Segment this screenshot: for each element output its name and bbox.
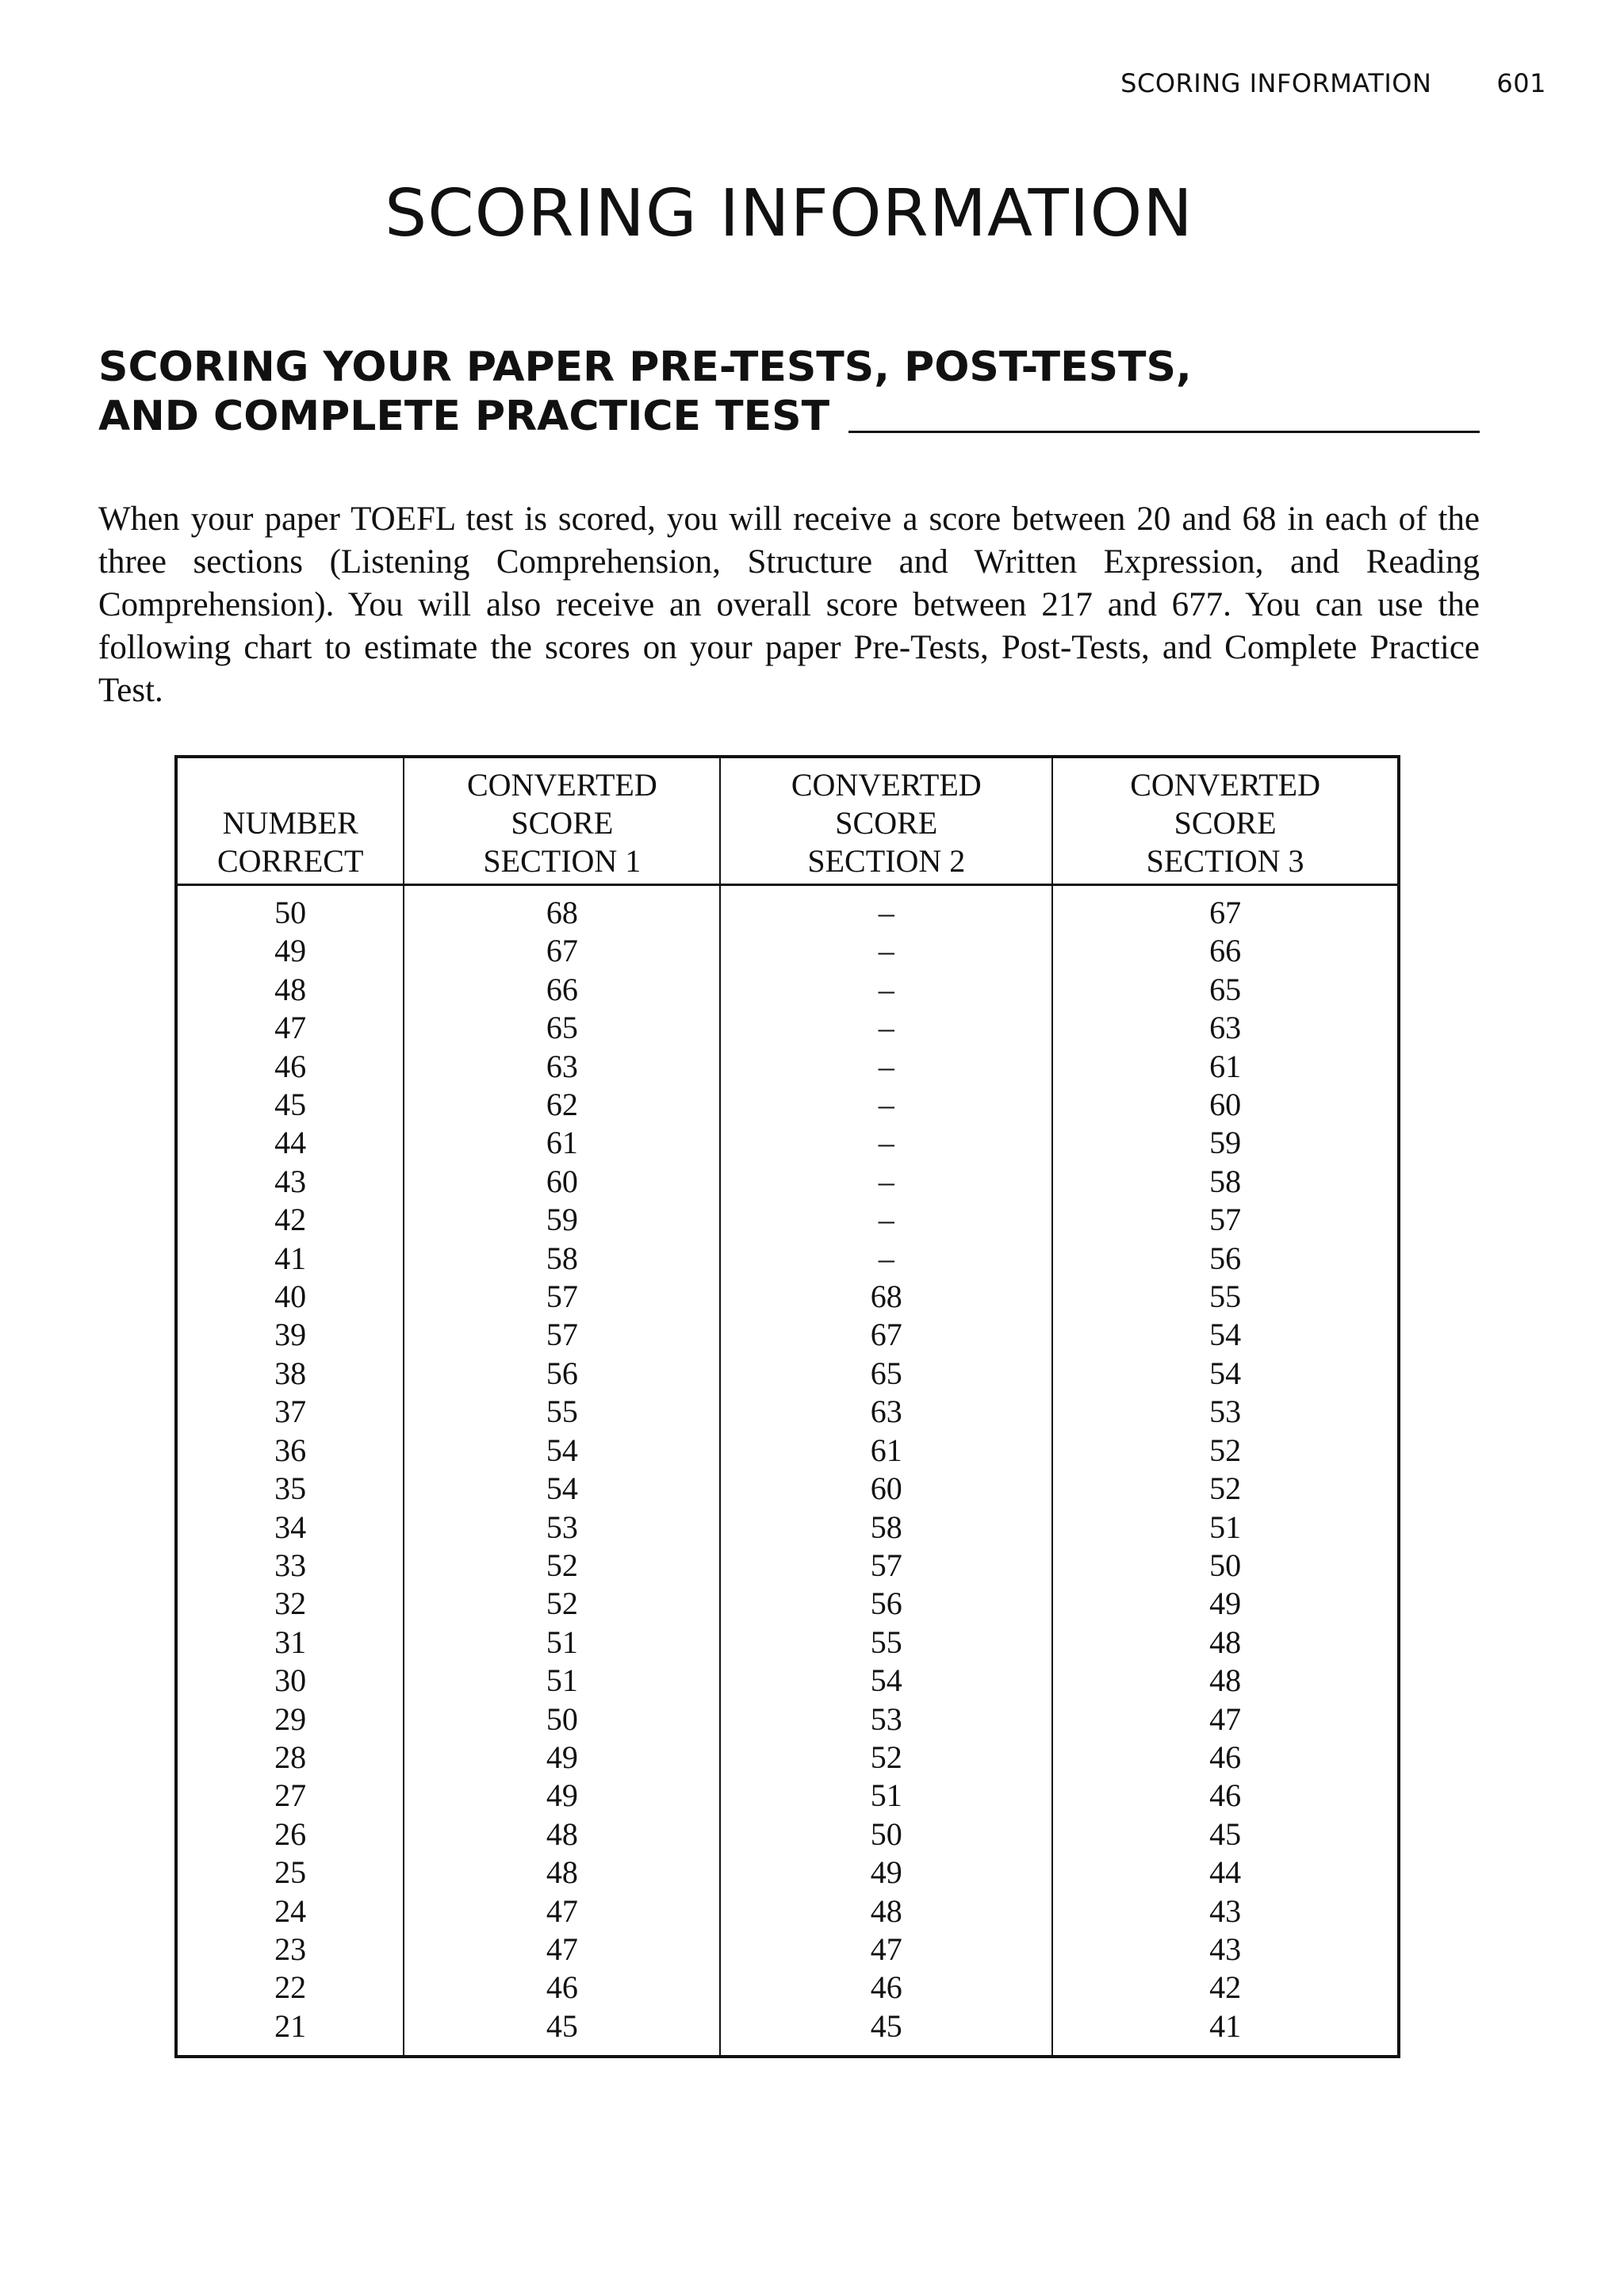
table-cell-section-2: 55 <box>720 1624 1052 1662</box>
table-cell-section-1: 63 <box>404 1048 720 1086</box>
table-row <box>176 1892 1399 1931</box>
table-cell-section-3: 67 <box>1052 885 1399 933</box>
table-row <box>176 1201 1399 1239</box>
table-cell-section-3: 49 <box>1052 1585 1399 1623</box>
table-row <box>176 1739 1399 1777</box>
table-cell-number-correct: 39 <box>274 1317 307 1353</box>
table-cell-section-2: – <box>720 1048 1052 1086</box>
table-row <box>176 1124 1399 1162</box>
table-row <box>176 1278 1399 1316</box>
score-conversion-table <box>174 755 1400 2058</box>
table-cell-number-correct: 28 <box>274 1739 307 1775</box>
table-row <box>176 1048 1399 1086</box>
table-cell-section-2: 61 <box>720 1432 1052 1470</box>
table-cell-section-3: 51 <box>1052 1509 1399 1547</box>
table-cell-section-1: 57 <box>404 1278 720 1316</box>
running-head <box>1120 68 1546 98</box>
table-cell-section-1: 56 <box>404 1355 720 1393</box>
table-header-row <box>176 757 1399 885</box>
table-cell-section-2: 49 <box>720 1854 1052 1892</box>
page-number: 601 <box>1496 68 1546 98</box>
table-cell-section-2: – <box>720 932 1052 970</box>
table-cell-section-1: 57 <box>404 1316 720 1354</box>
table-cell-number-correct: 25 <box>274 1854 307 1891</box>
table-cell-section-2: 45 <box>720 2007 1052 2057</box>
table-cell-number-correct: 22 <box>274 1969 307 2006</box>
table-cell-section-3: 63 <box>1052 1009 1399 1047</box>
table-row <box>176 1009 1399 1047</box>
table-cell-number-correct: 23 <box>274 1931 307 1967</box>
column-header-text: SECTION 2 <box>807 843 966 879</box>
table-row <box>176 1163 1399 1201</box>
table-cell-section-3: 57 <box>1052 1201 1399 1239</box>
table-row <box>176 932 1399 970</box>
table-row <box>176 1316 1399 1354</box>
table-cell-section-1: 49 <box>404 1777 720 1815</box>
table-cell-section-2: 47 <box>720 1931 1052 1969</box>
column-header-text: NUMBER <box>222 805 358 841</box>
table-cell-section-3: 43 <box>1052 1931 1399 1969</box>
column-header-text: CONVERTED <box>791 767 982 803</box>
table-cell-section-2: 63 <box>720 1393 1052 1431</box>
table-cell-section-3: 42 <box>1052 1969 1399 2007</box>
column-header-section-3 <box>1052 757 1399 885</box>
column-header-number-correct <box>176 757 404 885</box>
table-cell-section-3: 52 <box>1052 1470 1399 1508</box>
section-heading <box>98 343 1480 441</box>
table-row <box>176 1240 1399 1278</box>
table-cell-section-2: 48 <box>720 1892 1052 1931</box>
table-cell-section-1: 54 <box>404 1432 720 1470</box>
column-header-text: CONVERTED <box>1130 767 1320 803</box>
table-cell-section-2: 50 <box>720 1815 1052 1854</box>
table-cell-section-3: 43 <box>1052 1892 1399 1931</box>
column-header-text: SCORE <box>511 805 614 841</box>
table-cell-section-3: 52 <box>1052 1432 1399 1470</box>
table-cell-section-1: 52 <box>404 1585 720 1623</box>
table-cell-section-1: 46 <box>404 1969 720 2007</box>
table-row <box>176 1700 1399 1739</box>
table-cell-section-2: – <box>720 1009 1052 1047</box>
table-cell-section-3: 45 <box>1052 1815 1399 1854</box>
table-cell-section-1: 53 <box>404 1509 720 1547</box>
table-cell-section-1: 65 <box>404 1009 720 1047</box>
table-cell-section-1: 51 <box>404 1662 720 1700</box>
table-cell-section-2: 58 <box>720 1509 1052 1547</box>
table-cell-section-3: 59 <box>1052 1124 1399 1162</box>
table-row <box>176 1355 1399 1393</box>
table-cell-section-2: 51 <box>720 1777 1052 1815</box>
table-cell-number-correct: 21 <box>274 2007 307 2044</box>
table-cell-number-correct: 43 <box>274 1163 307 1199</box>
table-cell-section-1: 51 <box>404 1624 720 1662</box>
table-cell-section-3: 53 <box>1052 1393 1399 1431</box>
table-cell-section-3: 41 <box>1052 2007 1399 2057</box>
table-cell-number-correct: 40 <box>274 1279 307 1315</box>
table-cell-section-3: 58 <box>1052 1163 1399 1201</box>
column-header-text: SCORE <box>835 805 938 841</box>
table-cell-section-2: 46 <box>720 1969 1052 2007</box>
table-cell-section-1: 62 <box>404 1086 720 1124</box>
table-row <box>176 1969 1399 2007</box>
table-cell-section-3: 56 <box>1052 1240 1399 1278</box>
section-heading-line-1: SCORING YOUR PAPER PRE-TESTS, POST-TESTS, <box>98 343 1192 391</box>
table-cell-number-correct: 36 <box>274 1432 307 1468</box>
table-cell-number-correct: 45 <box>274 1087 307 1123</box>
table-row <box>176 2007 1399 2057</box>
table-cell-section-2: – <box>720 1201 1052 1239</box>
table-cell-section-2: – <box>720 971 1052 1009</box>
table-cell-section-1: 60 <box>404 1163 720 1201</box>
table-cell-number-correct: 27 <box>274 1777 307 1814</box>
table-cell-section-1: 61 <box>404 1124 720 1162</box>
table-cell-section-1: 67 <box>404 932 720 970</box>
table-row <box>176 1662 1399 1700</box>
table-cell-number-correct: 50 <box>274 895 307 930</box>
table-cell-number-correct: 24 <box>274 1892 307 1929</box>
table-cell-section-2: – <box>720 1086 1052 1124</box>
table-cell-section-2: 60 <box>720 1470 1052 1508</box>
table-cell-section-1: 66 <box>404 971 720 1009</box>
table-cell-section-2: 54 <box>720 1662 1052 1700</box>
table-cell-number-correct: 42 <box>274 1202 307 1238</box>
table-cell-section-3: 54 <box>1052 1355 1399 1393</box>
table-cell-section-3: 46 <box>1052 1777 1399 1815</box>
column-header-text: CORRECT <box>216 843 364 879</box>
table-cell-section-1: 48 <box>404 1815 720 1854</box>
table-cell-section-1: 49 <box>404 1739 720 1777</box>
table-body <box>176 885 1399 2057</box>
table-cell-number-correct: 48 <box>274 971 307 1007</box>
table-cell-section-2: 57 <box>720 1547 1052 1585</box>
table-cell-section-3: 66 <box>1052 932 1399 970</box>
column-header-section-1 <box>404 757 720 885</box>
table-cell-section-1: 47 <box>404 1931 720 1969</box>
table-cell-number-correct: 49 <box>274 933 307 969</box>
table-row <box>176 1777 1399 1815</box>
table-cell-number-correct: 44 <box>274 1125 307 1161</box>
table-cell-section-3: 60 <box>1052 1086 1399 1124</box>
column-header-text: SECTION 3 <box>1146 843 1304 879</box>
table-cell-section-1: 48 <box>404 1854 720 1892</box>
section-heading-line-2: AND COMPLETE PRACTICE TEST <box>98 393 830 440</box>
table-row <box>176 1624 1399 1662</box>
table-cell-section-2: – <box>720 1124 1052 1162</box>
table-cell-section-2: 52 <box>720 1739 1052 1777</box>
table-cell-section-1: 50 <box>404 1700 720 1739</box>
table-cell-section-3: 44 <box>1052 1854 1399 1892</box>
column-header-text: SCORE <box>1174 805 1277 841</box>
table-cell-number-correct: 46 <box>274 1048 307 1084</box>
column-header-text: SECTION 1 <box>483 843 642 879</box>
table-cell-section-1: 52 <box>404 1547 720 1585</box>
table-cell-number-correct: 38 <box>274 1355 307 1391</box>
table-cell-section-2: 67 <box>720 1316 1052 1354</box>
table-row <box>176 1547 1399 1585</box>
table-row <box>176 885 1399 933</box>
table-row <box>176 1086 1399 1124</box>
table-row <box>176 971 1399 1009</box>
table-cell-number-correct: 35 <box>274 1470 307 1507</box>
table-cell-number-correct: 29 <box>274 1700 307 1737</box>
table-cell-section-2: 53 <box>720 1700 1052 1739</box>
table-cell-section-3: 50 <box>1052 1547 1399 1585</box>
table-cell-section-2: – <box>720 1163 1052 1201</box>
table-cell-section-3: 46 <box>1052 1739 1399 1777</box>
table-cell-number-correct: 37 <box>274 1394 307 1430</box>
table-cell-number-correct: 47 <box>274 1010 307 1046</box>
table-cell-section-2: 68 <box>720 1278 1052 1316</box>
table-cell-section-3: 65 <box>1052 971 1399 1009</box>
page-title: SCORING INFORMATION <box>385 176 1193 251</box>
table-cell-number-correct: 34 <box>274 1509 307 1545</box>
table-cell-number-correct: 41 <box>274 1240 307 1276</box>
table-cell-section-3: 54 <box>1052 1316 1399 1354</box>
table-cell-section-3: 61 <box>1052 1048 1399 1086</box>
running-head-title: SCORING INFORMATION <box>1120 68 1432 98</box>
table-cell-number-correct: 31 <box>274 1624 307 1660</box>
table-cell-section-3: 48 <box>1052 1662 1399 1700</box>
table-cell-section-2: 65 <box>720 1355 1052 1393</box>
table-cell-section-3: 48 <box>1052 1624 1399 1662</box>
table-cell-section-1: 54 <box>404 1470 720 1508</box>
table-row <box>176 1393 1399 1431</box>
intro-paragraph: When your paper TOEFL test is scored, you will receive a score between 20 and 68 in each of the three sections (Listening Comprehension, Structure and Written Expression, and Reading Comprehension). You will also receive an overall score between 217 and 677. You can use the following chart to estimate the scores on your paper Pre-Tests, Post-Tests, and Complete Practice Test. <box>98 500 1480 709</box>
heading-rule <box>848 431 1480 433</box>
table-cell-number-correct: 30 <box>274 1662 307 1699</box>
table-row <box>176 1470 1399 1508</box>
table-cell-section-1: 55 <box>404 1393 720 1431</box>
table-row <box>176 1815 1399 1854</box>
table-row <box>176 1854 1399 1892</box>
table-cell-number-correct: 33 <box>274 1547 307 1583</box>
table-cell-number-correct: 32 <box>274 1585 307 1622</box>
table-cell-section-1: 68 <box>404 885 720 933</box>
table-cell-number-correct: 26 <box>274 1815 307 1852</box>
table-row <box>176 1585 1399 1623</box>
table-cell-section-1: 59 <box>404 1201 720 1239</box>
table-cell-section-1: 45 <box>404 2007 720 2057</box>
table-cell-section-3: 47 <box>1052 1700 1399 1739</box>
column-header-text: CONVERTED <box>466 767 657 803</box>
table-row <box>176 1931 1399 1969</box>
table-cell-section-2: – <box>720 885 1052 933</box>
table-cell-section-3: 55 <box>1052 1278 1399 1316</box>
table-cell-section-2: – <box>720 1240 1052 1278</box>
table-cell-section-1: 58 <box>404 1240 720 1278</box>
column-header-section-2 <box>720 757 1052 885</box>
table-cell-section-1: 47 <box>404 1892 720 1931</box>
table-row <box>176 1509 1399 1547</box>
table-cell-section-2: 56 <box>720 1585 1052 1623</box>
table-row <box>176 1432 1399 1470</box>
